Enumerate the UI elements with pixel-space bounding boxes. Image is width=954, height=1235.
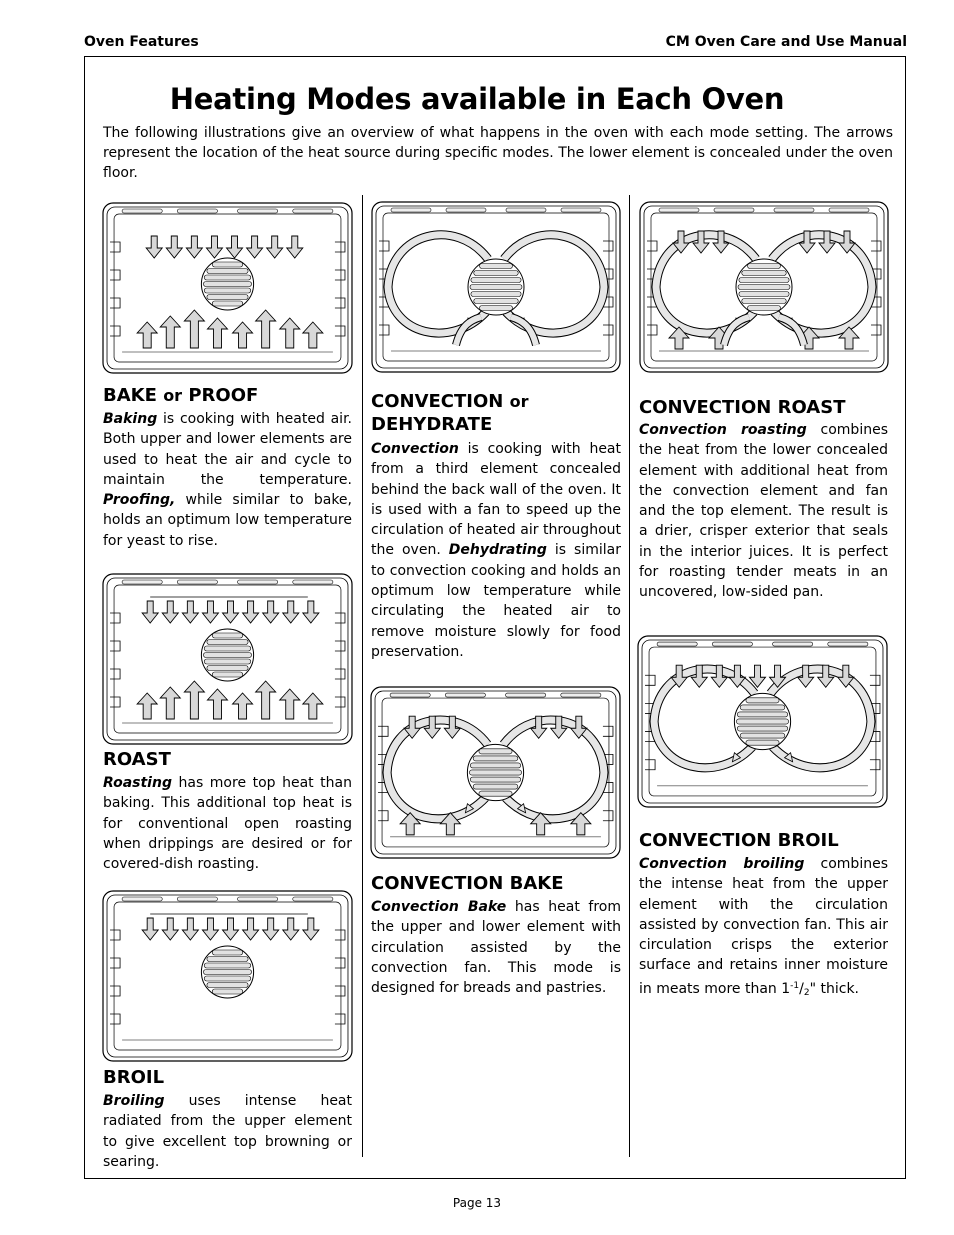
page-title: Heating Modes available in Each Oven xyxy=(169,82,785,116)
broil-title: BROIL xyxy=(103,1067,165,1088)
roast-term: Roasting xyxy=(103,775,172,791)
column-divider-1 xyxy=(362,195,363,1157)
convection-text-2: is similar to convection cooking and holds an optimum low temperature while circulating the heated air to remove moisture slowly for food preservation. xyxy=(371,542,621,660)
roast-title: ROAST xyxy=(103,749,171,770)
convection-bake-description xyxy=(371,897,621,998)
convection-bake-text: has heat from the upper and lower element with circulation assisted by the convection fan. This mode is designed for breads and pastries. xyxy=(371,899,622,997)
broil-oven-illustration xyxy=(102,890,353,1062)
bake-text-2: while similar to bake, holds an optimum low temperature for yeast to rise. xyxy=(103,492,352,549)
page-number: Page 13 xyxy=(452,1196,502,1210)
column-divider-2 xyxy=(629,195,630,1157)
bake-term-baking: Baking xyxy=(103,411,158,427)
intro-paragraph: The following illustrations give an overview of what happens in the oven with each mode setting. The arrows represent the location of the heat source during specific modes. The lower element is concealed under the oven floor. xyxy=(103,125,893,181)
bake-description xyxy=(103,409,352,551)
convection-title xyxy=(371,390,621,436)
roast-oven-illustration xyxy=(102,573,353,745)
section-header: Oven Features xyxy=(84,34,199,50)
convection-roast-description xyxy=(639,420,888,603)
convection-roast-title: CONVECTION ROAST xyxy=(639,397,846,418)
roast-text: has more top heat than baking. This additional top heat is for conventional open roasting when drippings are desired or for covered-dish roasting. xyxy=(103,775,352,873)
convection-broil-term: Convection broiling xyxy=(639,856,805,872)
bake-term-proofing: Proofing, xyxy=(103,492,176,509)
convection-oven-illustration xyxy=(371,201,621,373)
convection-roast-oven-illustration xyxy=(639,201,889,373)
broil-description xyxy=(103,1091,352,1172)
convection-broil-text-2: " thick. xyxy=(809,980,860,997)
bake-title-a: BAKE xyxy=(103,385,157,406)
convection-broil-description xyxy=(639,854,888,1003)
convection-bake-term: Convection Bake xyxy=(371,899,507,915)
bake-title-b: PROOF xyxy=(188,385,259,406)
convection-term: Convection xyxy=(371,441,459,457)
manual-title-header: CM Oven Care and Use Manual xyxy=(665,34,907,50)
fraction-slash: / xyxy=(799,980,804,997)
broil-text: uses intense heat radiated from the upper element to give excellent top browning or searing. xyxy=(103,1093,352,1170)
fraction-denominator: 2 xyxy=(803,987,810,998)
convection-broil-title: CONVECTION BROIL xyxy=(639,830,839,851)
convection-broil-oven-illustration xyxy=(637,635,888,808)
bake-title-or: or xyxy=(163,386,183,405)
convection-description xyxy=(371,439,621,662)
bake-title xyxy=(103,384,258,407)
convection-bake-title: CONVECTION BAKE xyxy=(371,873,564,894)
fraction-numerator: -1 xyxy=(790,980,800,991)
convection-title-b: DEHYDRATE xyxy=(371,414,493,435)
convection-title-or: or xyxy=(509,392,529,411)
convection-broil-text-1: combines the intense heat from the upper element with the circulation assisted by convection fan. This air circulation crisps the exterior surface and retains inner moisture in meats more than 1 xyxy=(639,856,888,997)
convection-text-1: is cooking with heat from a third element concealed behind the back wall of the oven. It is used with a fan to speed up the circulation of heated air throughout the oven. xyxy=(371,441,621,559)
broil-term: Broiling xyxy=(103,1093,165,1109)
convection-roast-text: combines the heat from the lower concealed element with additional heat from the convection element and fan and the top element. The result is a drier, crisper exterior that seals in the interior juices. It is perfect for roasting tender meats in an uncovered, low-sided pan. xyxy=(639,422,888,601)
convection-bake-oven-illustration xyxy=(370,686,621,859)
convection-roast-term: Convection roasting xyxy=(639,422,807,438)
bake-text-1: is cooking with heated air. Both upper and lower elements are used to heat the air and cycle to maintain the temperature. xyxy=(103,411,352,488)
roast-description xyxy=(103,773,352,874)
convection-title-a: CONVECTION xyxy=(371,391,504,412)
bake-oven-illustration xyxy=(102,202,353,374)
dehydrating-term: Dehydrating xyxy=(448,542,547,559)
